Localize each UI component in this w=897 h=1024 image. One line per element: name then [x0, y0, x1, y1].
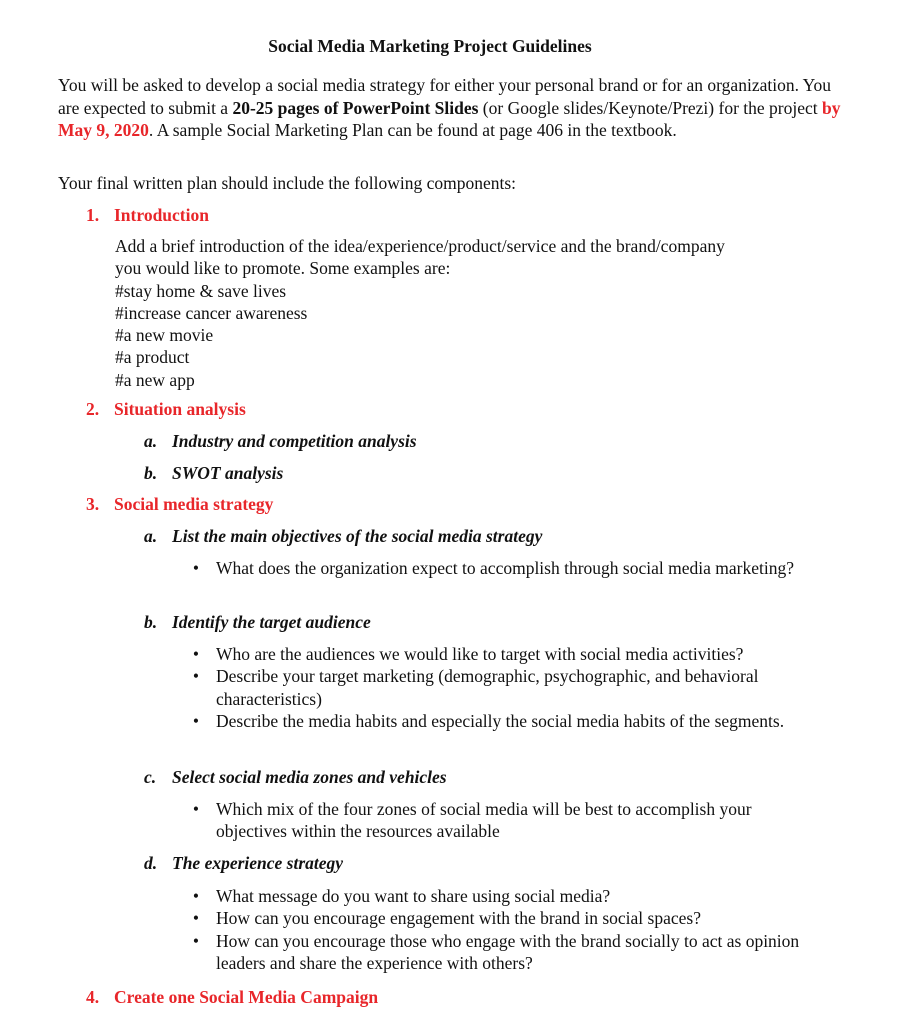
bullet-icon: •: [192, 711, 200, 732]
section-heading-introduction: [86, 204, 209, 226]
bullet-text: Who are the audiences we would like to target with social media activities?: [216, 644, 744, 664]
subsection-title: Select social media zones and vehicles: [172, 767, 447, 787]
section-number: 4.: [86, 987, 100, 1007]
example-hashtag: #a product: [115, 347, 190, 368]
bullet-item: [186, 930, 826, 975]
bullet-item: [186, 885, 826, 907]
example-hashtag: #increase cancer awareness: [115, 302, 308, 323]
zones-bullet-list: [186, 798, 826, 843]
introduction-body: [115, 235, 835, 391]
bullet-text: Describe your target marketing (demographic, psychographic, and behavioral characteristics): [216, 666, 759, 709]
subsection-experience-strategy: [144, 852, 343, 874]
section-heading-campaign: [86, 986, 378, 1008]
section-number: 2.: [86, 399, 100, 419]
example-hashtag: #stay home & save lives: [115, 280, 287, 301]
subsection-letter: b.: [144, 612, 158, 632]
bullet-text: What does the organization expect to accomplish through social media marketing?: [216, 558, 794, 578]
introduction-line: you would like to promote. Some examples are:: [115, 258, 451, 279]
intro-text-2: (or Google slides/Keynote/Prezi) for the project: [478, 97, 822, 118]
experience-bullet-list: [186, 885, 826, 975]
subsection-letter: b.: [144, 463, 158, 483]
intro-text-1: You will be asked to develop a social media strategy for either your personal brand or for an organization. You are expected to submit a: [58, 75, 832, 118]
subsection-title: Identify the target audience: [172, 612, 371, 632]
subsection-industry-analysis: [144, 430, 417, 452]
section-number: 3.: [86, 494, 100, 514]
section-title: Situation analysis: [114, 399, 246, 419]
section-title: Social media strategy: [114, 494, 274, 514]
subsection-title: List the main objectives of the social media strategy: [172, 526, 543, 546]
bullet-text: What message do you want to share using social media?: [216, 886, 611, 906]
subsection-letter: a.: [144, 431, 158, 451]
section-title: Introduction: [114, 205, 209, 225]
subsection-title: SWOT analysis: [172, 463, 284, 483]
bullet-text: Which mix of the four zones of social media will be best to accomplish your objectives within the resources available: [216, 799, 752, 842]
bullet-item: [186, 907, 826, 929]
subsection-swot-analysis: [144, 462, 283, 484]
intro-deadline: by May 9, 2020: [58, 97, 841, 140]
section-title: Create one Social Media Campaign: [114, 987, 379, 1007]
bullet-icon: •: [192, 886, 200, 906]
bullet-text: How can you encourage those who engage with the brand socially to act as opinion leaders and share the experience with others?: [216, 930, 800, 974]
bullet-item: [186, 798, 826, 843]
bullet-item: [186, 643, 826, 665]
bullet-item: [186, 665, 826, 710]
bullet-text: Describe the media habits and especially the social media habits of the segments.: [216, 711, 785, 732]
bullet-item: [186, 557, 826, 579]
subsection-zones-vehicles: [144, 766, 447, 788]
subsection-title: The experience strategy: [172, 853, 344, 873]
bullet-item: [186, 710, 826, 732]
bullet-icon: •: [192, 666, 200, 687]
section-heading-situation-analysis: [86, 398, 246, 420]
components-line: Your final written plan should include the following components:: [58, 173, 517, 193]
bullet-icon: •: [192, 799, 200, 819]
intro-paragraph: [58, 74, 848, 142]
subsection-letter: d.: [144, 853, 158, 873]
objectives-bullet-list: [186, 557, 826, 579]
section-number: 1.: [86, 205, 100, 225]
document-title: Social Media Marketing Project Guidelines: [268, 36, 592, 56]
subsection-target-audience: [144, 611, 371, 633]
bullet-icon: •: [192, 644, 200, 664]
example-hashtag: #a new app: [115, 369, 195, 390]
section-heading-social-media-strategy: [86, 493, 273, 515]
bullet-text: How can you encourage engagement with the brand in social spaces?: [216, 908, 701, 929]
target-audience-bullet-list: [186, 643, 826, 733]
bullet-icon: •: [192, 908, 200, 929]
intro-text-3: . A sample Social Marketing Plan can be found at page 406 in the textbook.: [148, 120, 677, 140]
subsection-letter: a.: [144, 526, 158, 546]
introduction-line: Add a brief introduction of the idea/experience/product/service and the brand/company: [115, 236, 725, 256]
subsection-title: Industry and competition analysis: [172, 431, 417, 451]
intro-bold-pages: 20-25 pages of PowerPoint Slides: [232, 97, 479, 118]
example-hashtag: #a new movie: [115, 325, 214, 346]
subsection-letter: c.: [144, 767, 157, 787]
bullet-icon: •: [192, 930, 200, 951]
bullet-icon: •: [192, 558, 200, 578]
subsection-objectives: [144, 525, 542, 547]
